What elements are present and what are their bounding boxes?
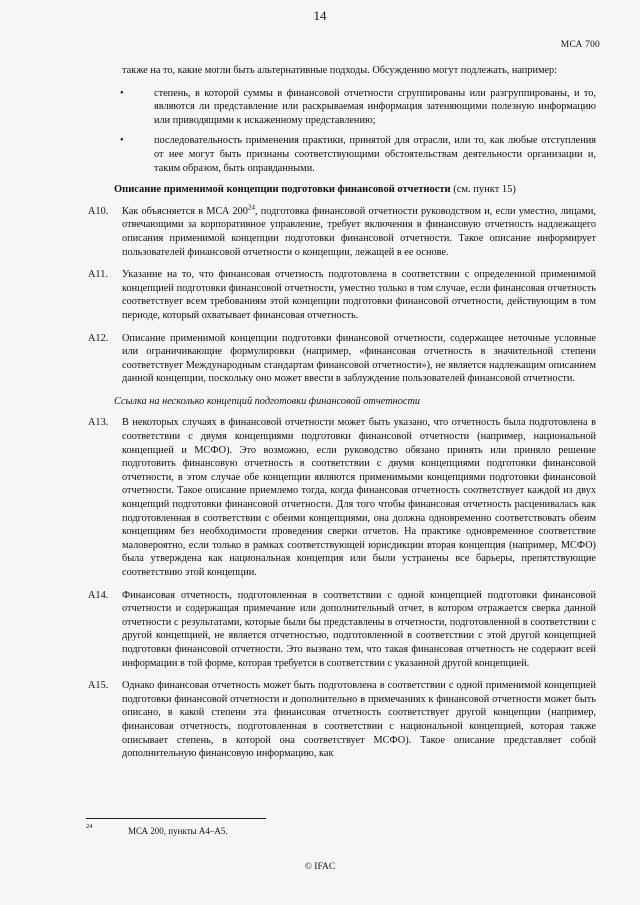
bullet-text: последовательность применения практики, принятой для отрасли, или то, как любые отступления от нее могут быть признаны соответствующими обстоятельствам деятельности организации и, таким образом, быть оправданными. (154, 135, 596, 174)
paragraph-text: Однако финансовая отчетность может быть подготовлена в соответствии с одной применимой концепцией подготовки финансовой отчетности и дополнительно в примечаниях к финансовой отчетности может быть описано, в какой степени эта финансовая отчетность соответствует другой концепции (например, финансовая отчетность, подготовленная в соответствии с национальной концепцией, которая также описывает степень, в которой она соответствует МСФО). Такое описание представляет собой дополнительную финансовую информацию, как (122, 680, 596, 760)
paragraph-text: Как объясняется в МСА 200 (122, 205, 248, 217)
standard-id: МСА 700 (560, 40, 600, 50)
paragraph-number: A14. (88, 589, 109, 601)
intro-text: также на то, какие могли быть альтернативные подходы. Обсуждению могут подлежать, например: (122, 65, 558, 76)
section-heading (114, 183, 596, 197)
paragraph-a10 (88, 203, 596, 259)
bullet-item (122, 134, 596, 175)
paragraph-number: A13. (88, 417, 109, 429)
footnote-divider (86, 818, 266, 819)
paragraph-number: A12. (88, 332, 109, 344)
paragraph-text: В некоторых случаях в финансовой отчетности может быть указано, что отчетность была подготовлена в соответствии с двумя концепциями подготовки финансовой отчетности (например, национальной концепцией и МСФО). Это возможно, если руководство обязано принять или приняло решение подготовить финансовую отчетность в соответствии с двумя концепциями подготовки финансовой отчетности, в этом случае обе концепции являются применимыми концепциями подготовки финансовой отчетности. Такое описание приемлемо тогда, когда финансовая отчетность соответствует каждой из двух концепций подготовки финансовой отчетности. Для того чтобы финансовая отчетность расценивалась как подготовленная в соответствии с обеими концепциями, она должна одновременно соответствовать обеим концепциям без необходимости проведения сверки отчетов. На практике одновременное соответствие маловероятно, если только в рамках соответствующей юрисдикции вторая концепция (например, МСФО) была утверждена как национальная концепция или были устранены все барьеры, препятствующие соответствию этой концепции. (122, 417, 596, 578)
paragraph-a13 (88, 416, 596, 579)
paragraph-number: A15. (88, 680, 109, 692)
bullet-text: степень, в которой суммы в финансовой отчетности сгруппированы или разгруппированы, и то, являются ли представление или раскрываемая информация затеняющими полезную информацию или приводящими к искаженному представлению; (154, 87, 596, 126)
paragraph-a15 (88, 679, 596, 761)
page-body (88, 64, 596, 770)
paragraph-text: Описание применимой концепции подготовки финансовой отчетности, содержащее неточные условные или ограничивающие формулировки (например, «финансовая отчетность в значительной степени соответствует Международным стандартам финансовой отчетности»), не является надлежащим описанием данной концепции, поскольку оно может ввести в заблуждение пользователей финансовой отчетности. (122, 332, 596, 385)
footnote-reference: 24 (247, 203, 255, 212)
paragraph-text-cont: , подготовка финансовой отчетности руководством и, если уместно, лицами, отвечающими за корпоративное управление, требует включения в финансовую отчетность надлежащего описания применимой концепции подготовки финансовой отчетности. Такое описание информирует пользователей финансовой отчетности о концепции, лежащей в ее основе. (122, 205, 596, 258)
paragraph-number: A11. (88, 269, 108, 281)
copyright-footer: © IFAC (304, 862, 336, 872)
bullet-icon: • (120, 135, 124, 147)
paragraph-text: Финансовая отчетность, подготовленная в соответствии с одной концепцией подготовки финансовой отчетности и содержащая примечание или дополнительный отчет, в котором отражается сверка данной отчетности с результатами, которые были бы представлены в отчетности, подготовленной в соответствии с другой концепцией, не является отчетностью, подготовленной в соответствии с этой другой концепцией подготовки финансовой отчетности. Это вызвано тем, что такая финансовая отчетность не содержит всей информации в той форме, которая требуется в соответствии с указанной другой концепцией. (122, 589, 596, 669)
paragraph-a14 (88, 589, 596, 671)
footnote-text: МСА 200, пункты А4–А5. (128, 826, 228, 836)
paragraph-a12 (88, 332, 596, 386)
section-heading-text: Описание применимой концепции подготовки финансовой отчетности (114, 184, 451, 196)
page-number: 14 (313, 8, 327, 23)
bullet-item (122, 87, 596, 128)
subsection-heading: Ссылка на несколько концепций подготовки финансовой отчетности (114, 395, 421, 407)
paragraph-a11 (88, 268, 596, 322)
paragraph-text: Указание на то, что финансовая отчетность подготовлена в соответствии с определенной применимой концепцией подготовки финансовой отчетности, уместно только в том случае, если финансовая отчетность соответствует всем требованиям этой концепции подготовки финансовой отчетности, действующим в том периоде, который охватывает финансовая отчетность. (122, 269, 596, 321)
bullet-icon: • (120, 87, 124, 99)
footnote-number: 24 (86, 823, 93, 830)
paragraph-number: A10. (88, 205, 109, 217)
section-heading-ref: (см. пункт 15) (450, 184, 516, 196)
